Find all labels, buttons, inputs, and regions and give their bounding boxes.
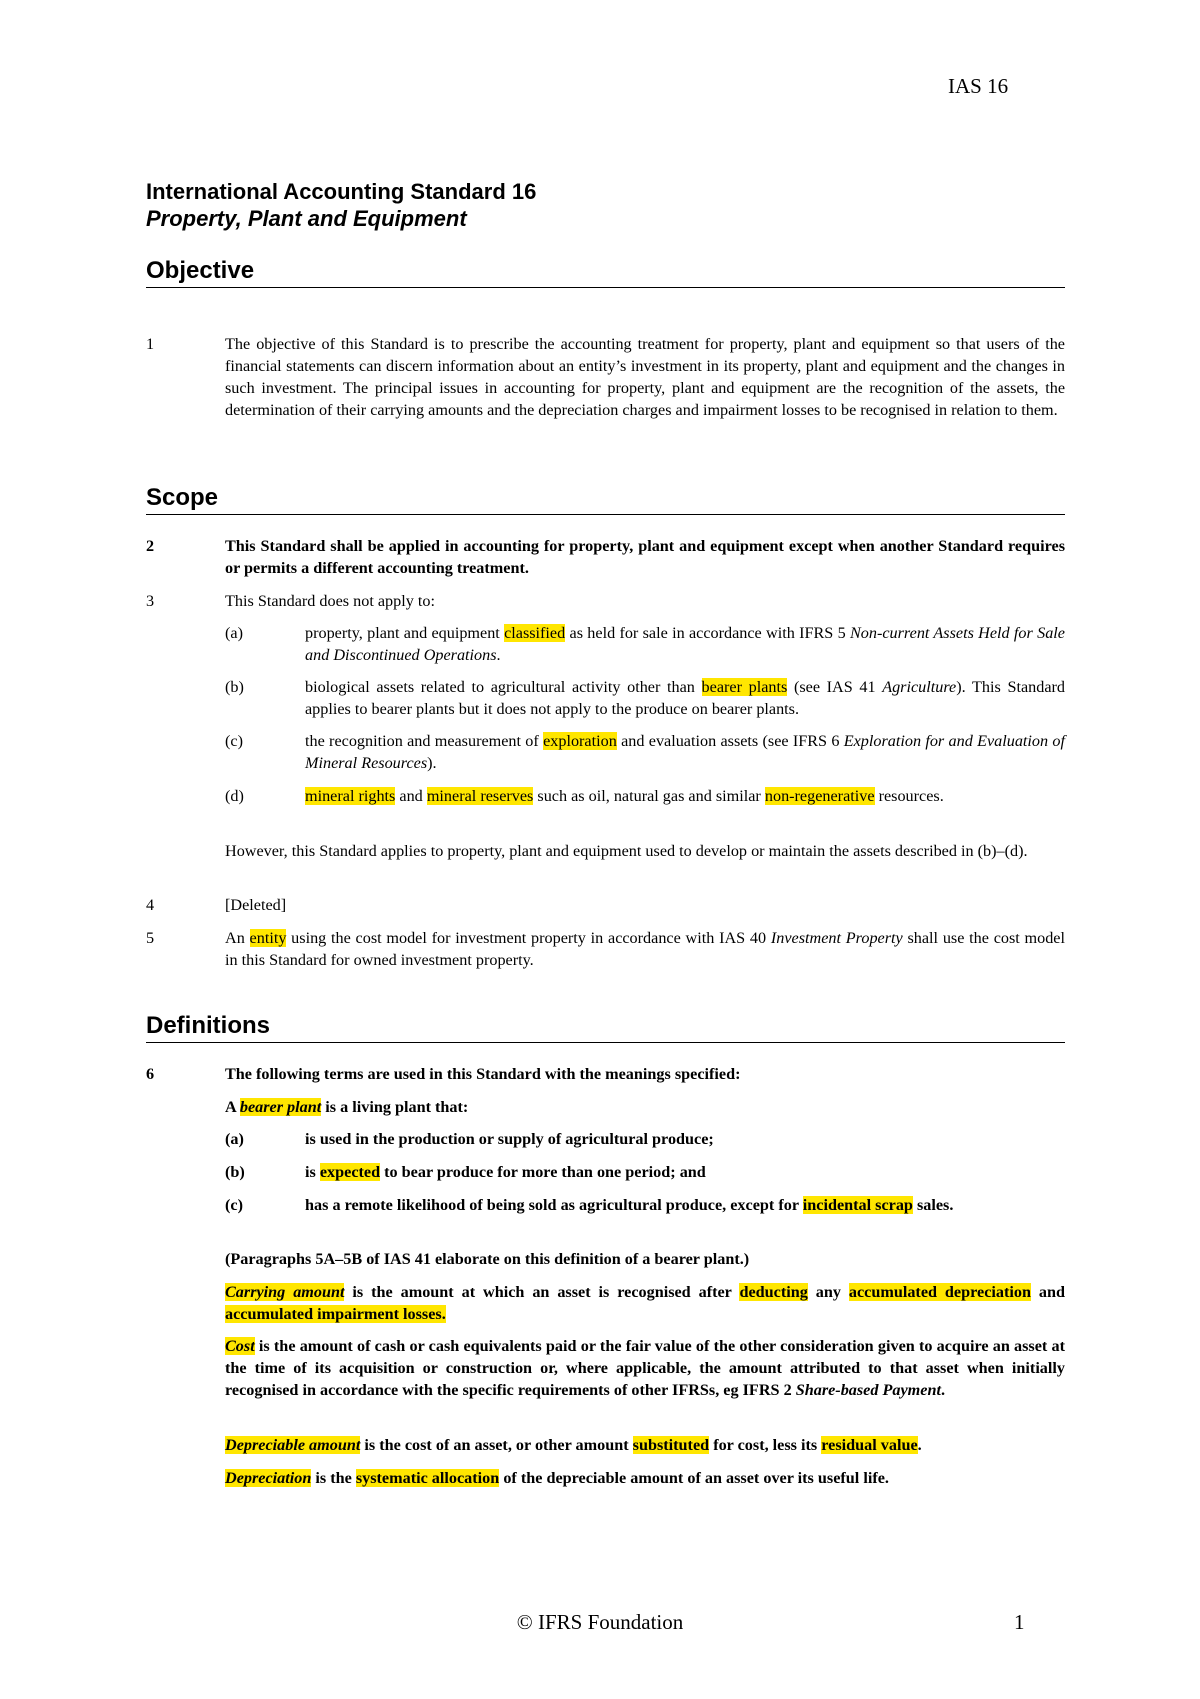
list-item-3b <box>225 676 1065 720</box>
section-heading-objective: Objective <box>146 257 1065 288</box>
list-item-6b <box>225 1161 1065 1183</box>
defined-term: bearer plant <box>239 1098 322 1116</box>
paragraph-number: 5 <box>146 929 155 947</box>
paragraph-number: 2 <box>146 537 155 555</box>
paragraph-text: An entity using the cost model for investment property in accordance with IAS 40 Investment Property shall use the cost model in this Standard for owned investment property. <box>225 929 1065 969</box>
paragraph-number: 3 <box>146 592 155 610</box>
paragraph-3 <box>146 590 1065 612</box>
defined-term: Depreciable amount <box>225 1436 361 1454</box>
highlight: accumulated depreciation <box>848 1283 1031 1301</box>
defined-term: Depreciation <box>225 1469 312 1487</box>
highlight: mineral reserves <box>426 787 534 805</box>
highlight: deducting <box>739 1283 808 1301</box>
definition-note: (Paragraphs 5A–5B of IAS 41 elaborate on this definition of a bearer plant.) <box>225 1250 750 1268</box>
paragraph-text: The following terms are used in this Standard with the meanings specified: <box>225 1065 741 1083</box>
section-heading-scope: Scope <box>146 484 1065 515</box>
list-item-6c <box>225 1194 1065 1216</box>
item-text: biological assets related to agricultural activity other than bearer plants (see IAS 41 Agriculture). This Standard applies to bearer plants but it does not apply to the produce on bearer plants. <box>305 678 1065 718</box>
paragraph-number: 6 <box>146 1065 155 1083</box>
list-item-6a <box>225 1128 1065 1150</box>
definition-bearer-plant: A bearer plant is a living plant that: <box>225 1098 469 1116</box>
item-text: property, plant and equipment classified as held for sale in accordance with IFRS 5 Non‑current Assets Held for Sale and Discontinued Operations. <box>305 624 1065 664</box>
paragraph-5 <box>146 927 1065 971</box>
highlight: accumulated impairment losses. <box>225 1305 446 1323</box>
paragraph-6 <box>146 1063 1065 1085</box>
item-letter: (c) <box>225 732 243 750</box>
definition-depreciable-amount: Depreciable amount is the cost of an asset, or other amount substituted for cost, less its residual value. <box>225 1436 922 1454</box>
highlight: classified <box>504 624 566 642</box>
item-letter: (b) <box>225 1163 245 1181</box>
paragraph-1 <box>146 333 1065 421</box>
section-heading-definitions: Definitions <box>146 1012 1065 1043</box>
item-letter: (a) <box>225 1130 244 1148</box>
item-text: mineral rights and mineral reserves such as oil, natural gas and similar non‑regenerative resources. <box>305 787 944 805</box>
highlight: non‑regenerative <box>764 787 875 805</box>
highlight: residual value <box>821 1436 918 1454</box>
paragraph-4 <box>146 894 1065 916</box>
page-number: 1 <box>1014 1610 1025 1634</box>
list-item-3d <box>225 785 1065 807</box>
highlight: entity <box>249 929 287 947</box>
list-item-3c <box>225 730 1065 774</box>
paragraph-number: 1 <box>146 335 155 353</box>
highlight: substituted <box>632 1436 710 1454</box>
paragraph-text: [Deleted] <box>225 896 287 914</box>
document-title <box>146 178 536 232</box>
document-code: IAS 16 <box>948 74 1009 98</box>
highlight: exploration <box>543 732 617 750</box>
paragraph-number: 4 <box>146 896 155 914</box>
defined-term: Cost <box>225 1337 255 1355</box>
paragraph-text: The objective of this Standard is to prescribe the accounting treatment for property, plant and equipment so that users of the financial statements can discern information about an entity’s investment in its property, plant and equipment and the changes in such investment. The principal issues in accounting for property, plant and equipment are the recognition of the assets, the determination of their carrying amounts and the depreciation charges and impairment losses to be recognised in relation to them. <box>225 335 1065 419</box>
list-item-3a <box>225 622 1065 666</box>
paragraph-text: This Standard does not apply to: <box>225 592 435 610</box>
item-text: has a remote likelihood of being sold as agricultural produce, except for incidental scrap sales. <box>305 1196 954 1214</box>
definition-carrying-amount: Carrying amount is the amount at which an asset is recognised after deducting any accumulated depreciation and accumulated impairment losses. <box>225 1283 1065 1323</box>
item-text: is used in the production or supply of agricultural produce; <box>305 1130 714 1148</box>
paragraph-3-however: However, this Standard applies to property, plant and equipment used to develop or maintain the assets described in (b)–(d). <box>225 842 1028 860</box>
item-letter: (a) <box>225 624 243 642</box>
highlight: incidental scrap <box>802 1196 913 1214</box>
definition-cost: Cost is the amount of cash or cash equivalents paid or the fair value of the other consideration given to acquire an asset at the time of its acquisition or construction or, where applicable, the amount attributed to that asset when initially recognised in accordance with the specific requirements of other IFRSs, eg IFRS 2 Share‑based Payment. <box>225 1337 1065 1399</box>
highlight: expected <box>319 1163 381 1181</box>
paragraph-2 <box>146 535 1065 579</box>
item-letter: (d) <box>225 787 244 805</box>
definition-depreciation: Depreciation is the systematic allocation of the depreciable amount of an asset over its useful life. <box>225 1469 889 1487</box>
title-sub: Property, Plant and Equipment <box>146 206 467 231</box>
highlight: bearer plants <box>701 678 788 696</box>
defined-term: Carrying amount <box>225 1283 345 1301</box>
item-letter: (c) <box>225 1196 243 1214</box>
title-main: International Accounting Standard 16 <box>146 179 537 204</box>
highlight: mineral rights <box>305 787 396 805</box>
highlight: systematic allocation <box>355 1469 500 1487</box>
footer-copyright: © IFRS Foundation <box>516 1610 684 1634</box>
item-letter: (b) <box>225 678 244 696</box>
item-text: the recognition and measurement of exploration and evaluation assets (see IFRS 6 Exploration for and Evaluation of Mineral Resources). <box>305 732 1065 772</box>
paragraph-text: This Standard shall be applied in accounting for property, plant and equipment except when another Standard requires or permits a different accounting treatment. <box>225 537 1065 577</box>
item-text: is expected to bear produce for more than one period; and <box>305 1163 706 1181</box>
